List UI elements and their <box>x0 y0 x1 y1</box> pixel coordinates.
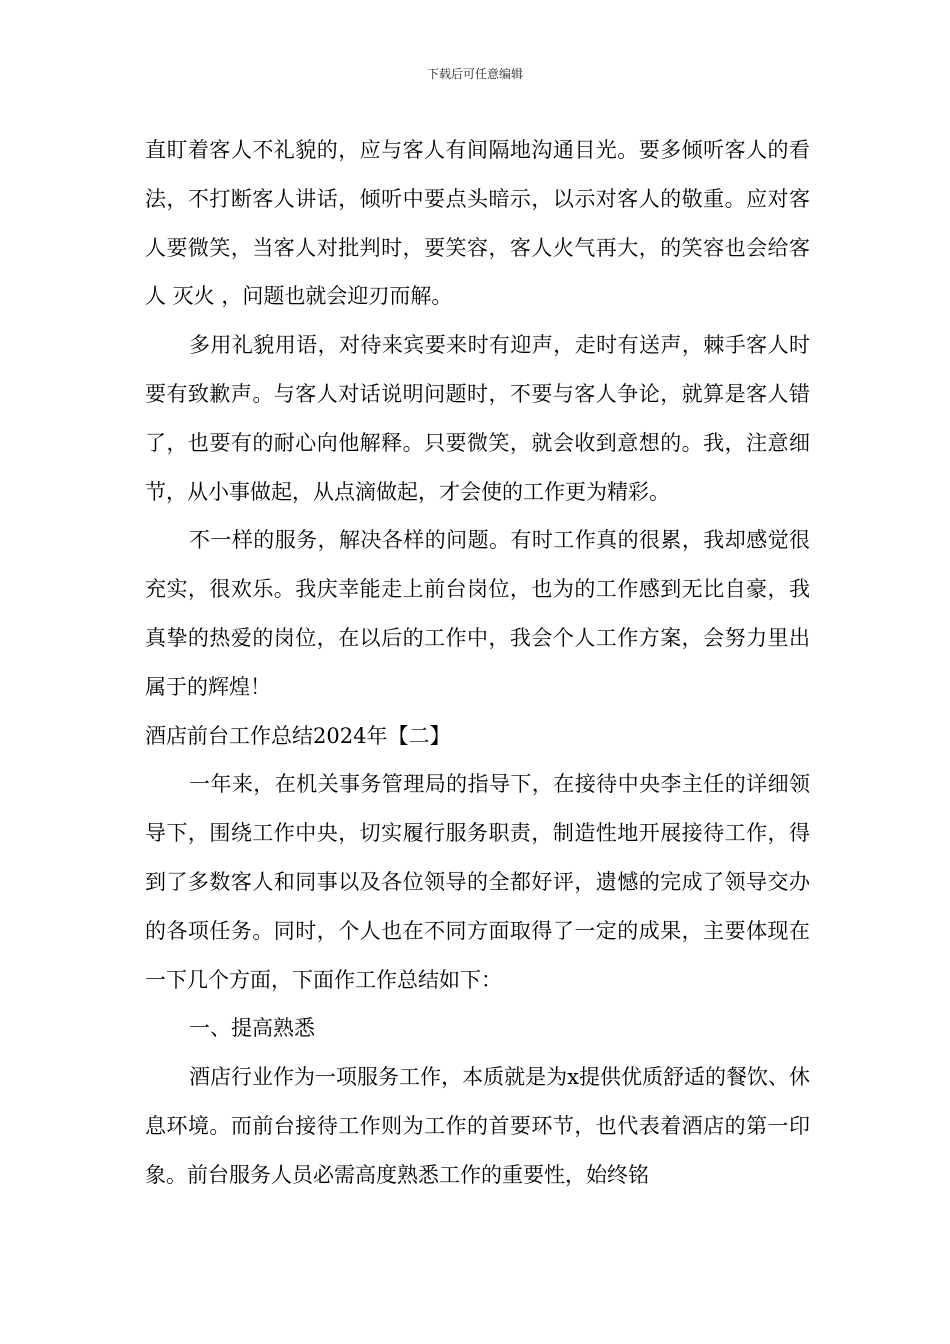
paragraph-2: 多用礼貌用语，对待来宾要来时有迎声，走时有送声，棘手客人时要有致歉声。与客人对话说明问题时，不要与客人争论，就算是客人错了，也要有的耐心向他解释。只要微笑，就会收到意想的。我，注意细节，从小事做起，从点滴做起，才会使的工作更为精彩。 <box>145 333 810 504</box>
subheading-1: 一、提高熟悉 <box>189 1016 315 1041</box>
paragraph-3: 不一样的服务，解决各样的问题。有时工作真的很累，我却感觉很充实，很欢乐。我庆幸能走上前台岗位，也为的工作感到无比自豪，我真挚的热爱的岗位，在以后的工作中，我会个人工作方案，会努力里出属于的辉煌！ <box>145 528 810 699</box>
page-header: 下载后可任意编辑 <box>426 67 523 81</box>
paragraph-5: 酒店行业作为一项服务工作，本质就是为x提供优质舒适的餐饮、休息环境。而前台接待工作则为工作的首要环节，也代表着酒店的第一印象。前台服务人员必需高度熟悉工作的重要性，始终铭 <box>145 1065 810 1187</box>
section-heading: 酒店前台工作总结2024年【二】 <box>145 723 451 748</box>
paragraph-1: 直盯着客人不礼貌的，应与客人有间隔地沟通目光。要多倾听客人的看法，不打断客人讲话，倾听中要点头暗示，以示对客人的敬重。应对客人要微笑，当客人对批判时，要笑容，客人火气再大，的笑容也会给客人 灭火 ，问题也就会迎刃而解。 <box>145 138 810 309</box>
paragraph-4: 一年来，在机关事务管理局的指导下，在接待中央李主任的详细领导下，围绕工作中央，切实履行服务职责，制造性地开展接待工作，得到了多数客人和同事以及各位领导的全都好评，遗憾的完成了领导交办的各项任务。同时，个人也在不同方面取得了一定的成果，主要体现在一下几个方面，下面作工作总结如下： <box>145 772 810 992</box>
document-body <box>145 126 810 1200</box>
